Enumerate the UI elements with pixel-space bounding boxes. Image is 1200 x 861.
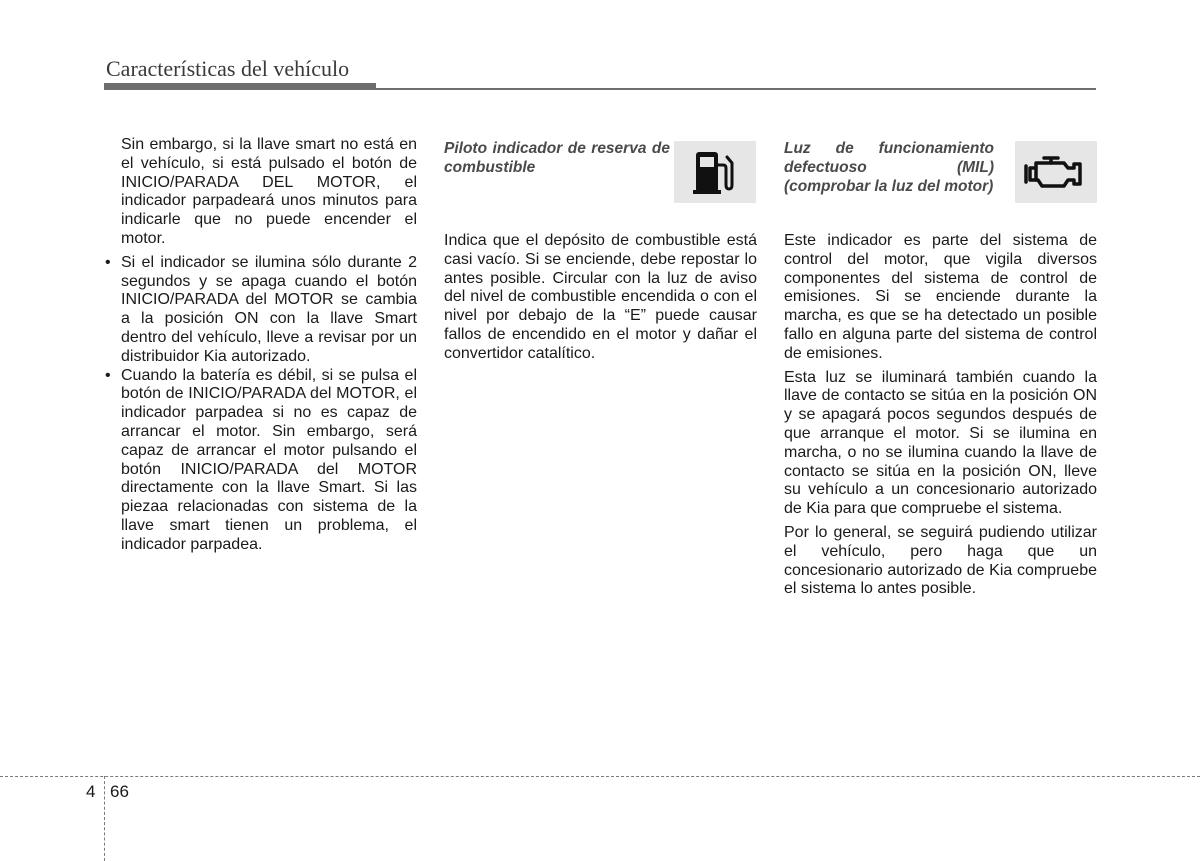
smart-key-intro: Sin embargo, si la llave smart no está en el vehículo, si está pulsado el botón de INICIO/PARADA DEL MOTOR, el indicador parpadeará unos minutos para indicarle que no puede encender el motor. bbox=[121, 136, 417, 247]
mil-paragraph: Este indicador es parte del sistema de control del motor, que vigila diversos componentes del sistema de control de emisiones. Si se enciende durante la marcha, es que se ha detectado un posible fallo en alguna parte del sistema de control de emisiones. bbox=[784, 232, 1097, 362]
smart-key-bullet-list bbox=[103, 254, 417, 555]
list-item: • Si el indicador se ilumina sólo durante 2 segundos y se apaga cuando el botón INICIO/PARADA del MOTOR se cambia a la posición ON con la llave Smart dentro del vehículo, lleve a revisar por un distribuidor Kia autorizado. bbox=[103, 254, 417, 367]
mil-heading: Luz de funcionamiento defectuoso (MIL) (comprobar la luz del motor) bbox=[784, 140, 994, 195]
mil-paragraph: Por lo general, se seguirá pudiendo utilizar el vehículo, pero haga que un concesionario autorizado de Kia compruebe el sistema lo antes posible. bbox=[784, 523, 1097, 598]
page-header-title: Características del vehículo bbox=[106, 56, 350, 81]
fuel-warning-body: Indica que el depósito de combustible está casi vacío. Si se enciende, debe repostar lo antes posible. Circular con la luz de aviso del nivel de combustible encendida o con el nivel por debajo de la “E” puede causar fallos de encendido en el motor y dañar el convertidor catalítico. bbox=[444, 232, 757, 362]
list-item: • Cuando la batería es débil, si se pulsa el botón de INICIO/PARADA del MOTOR, el indicador parpadea si no es capaz de arrancar el motor. Sin embargo, será capaz de arrancar el motor pulsando el botón INICIO/PARADA del MOTOR directamente con la llave Smart. Si las piezaa relacionadas con sistema de la llave smart tienen un problema, el indicador parpadea. bbox=[103, 367, 417, 555]
mil-paragraph: Esta luz se iluminará también cuando la llave de contacto se sitúa en la posición ON y se apagará pocos segundos después de que arranque el motor. Si se ilumina en marcha, o no se ilumina cuando la llave de contacto se sitúa en la posición ON, lleve su vehículo a un concesionario autorizado de Kia para que compruebe el sistema. bbox=[784, 368, 1097, 518]
footer-dashed-line bbox=[0, 776, 1200, 777]
fuel-warning-heading: Piloto indicador de reserva de combustible bbox=[444, 140, 670, 176]
footer-dashed-divider bbox=[104, 776, 105, 861]
mil-body bbox=[784, 232, 1097, 604]
check-engine-icon bbox=[1015, 141, 1097, 203]
page-number: 66 bbox=[110, 782, 129, 801]
chapter-number: 4 bbox=[86, 782, 96, 801]
column-smart-key bbox=[103, 136, 417, 555]
header-rule-thin bbox=[376, 88, 1096, 90]
header-rule-thick bbox=[104, 83, 376, 90]
fuel-pump-icon bbox=[674, 141, 756, 203]
